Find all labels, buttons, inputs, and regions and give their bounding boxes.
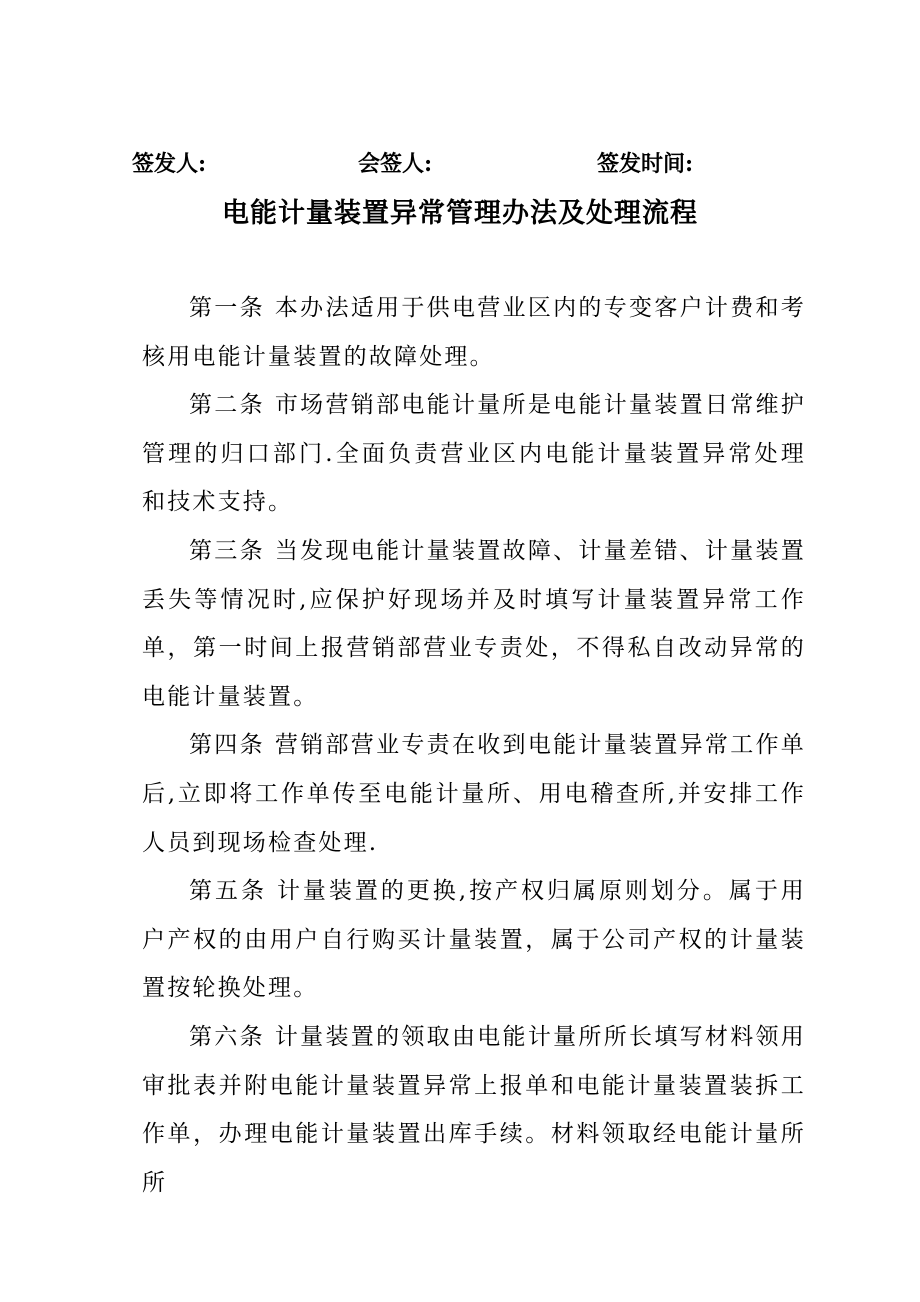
- article-text: 营销部营业专责在收到电能计量装置异常工作单后,立即将工作单传至电能计量所、用电稽查所,并安排工作人员到现场检查处理.: [142, 732, 806, 856]
- article-paragraph: [142, 284, 806, 381]
- document-title: 电能计量装置异常管理办法及处理流程: [222, 198, 698, 229]
- article-paragraph: [142, 721, 806, 867]
- article-number: 第四条: [189, 732, 265, 759]
- article-paragraph: [142, 381, 806, 527]
- article-text: 市场营销部电能计量所是电能计量装置日常维护管理的归口部门.全面负责营业区内电能计量装置异常处理和技术支持。: [142, 392, 806, 516]
- article-number: 第三条: [189, 537, 265, 564]
- article-number: 第一条: [189, 295, 265, 321]
- article-text: 本办法适用于供电营业区内的专变客户计费和考核用电能计量装置的故障处理。: [142, 295, 806, 370]
- article-paragraph: [142, 867, 806, 1013]
- article-paragraph: [142, 527, 806, 721]
- issuer-label: 签发人:: [132, 151, 207, 177]
- issue-time-label: 签发时间:: [597, 151, 694, 177]
- article-text: 当发现电能计量装置故障、计量差错、计量装置丢失等情况时,应保护好现场并及时填写计量装置异常工作单，第一时间上报营销部营业专责处，不得私自改动异常的电能计量装置。: [142, 537, 806, 710]
- document-body: [142, 284, 806, 1207]
- countersign-label: 会签人:: [358, 151, 433, 177]
- article-paragraph: [142, 1013, 806, 1207]
- article-number: 第二条: [189, 392, 265, 419]
- article-number: 第五条: [189, 878, 267, 905]
- article-number: 第六条: [189, 1023, 265, 1050]
- signature-line: [0, 148, 920, 180]
- article-text: 计量装置的领取由电能计量所所长填写材料领用审批表并附电能计量装置异常上报单和电能计量装置装拆工作单，办理电能计量装置出库手续。材料领取经电能计量所所: [142, 1023, 806, 1196]
- article-text: 计量装置的更换,按产权归属原则划分。属于用户产权的由用户自行购买计量装置，属于公司产权的计量装置按轮换处理。: [142, 878, 806, 1002]
